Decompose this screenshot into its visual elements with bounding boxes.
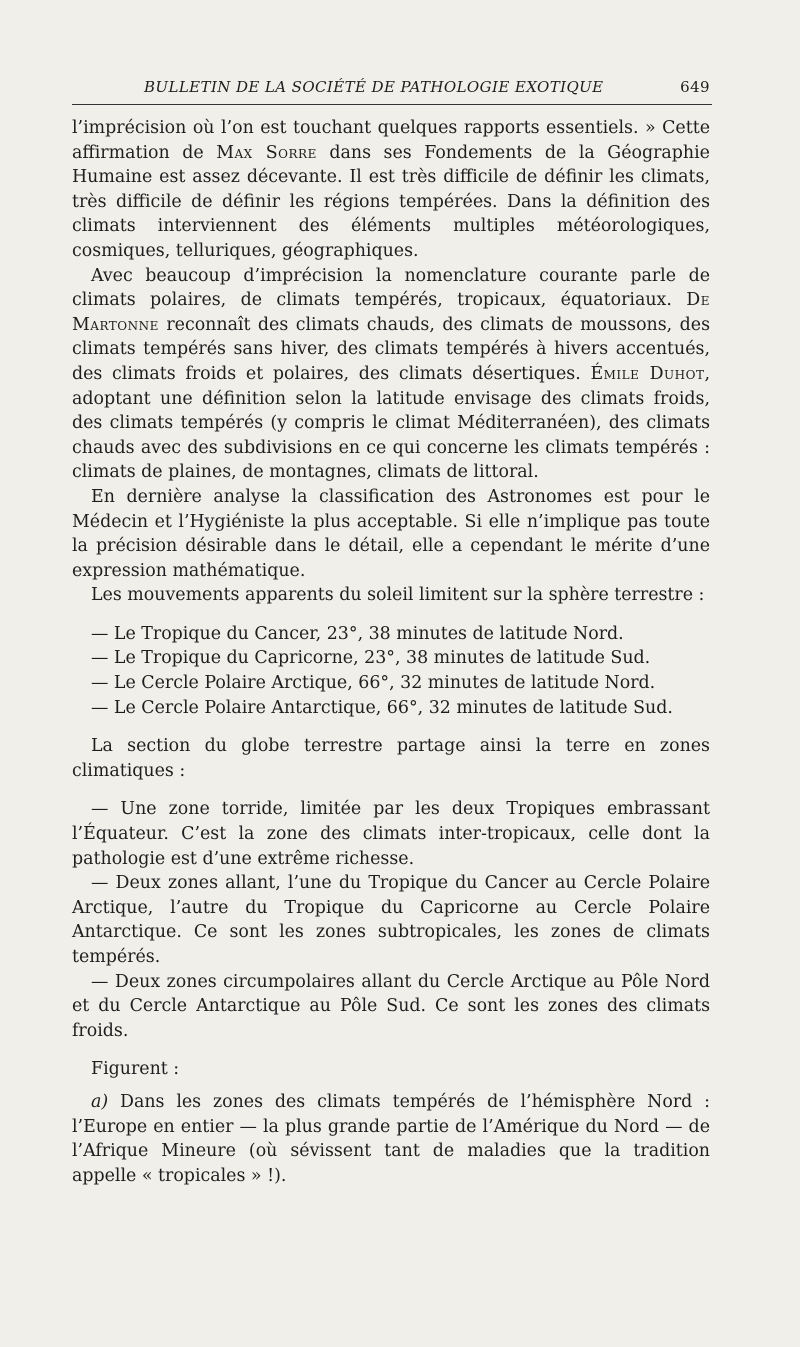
paragraph-5: La section du globe terrestre partage ainsi la terre en zones climatiques : — [72, 736, 710, 781]
paragraph-2: Avec beaucoup d’imprécision la nomenclature courante parle de climats polaires, de climats tempérés, tropicaux, équatoriaux. De Martonne reconnaît des climats chauds, des climats de moussons, des climats tempérés sans hiver, des climats tempérés à hivers accentués, des climats froids et polaires, des climats désertiques. Émile Duhot, adoptant une définition selon la latitude envisage des climats froids, des climats tempérés (y compris le climat Méditerranéen), des climats chauds avec des subdivisions en ce qui concerne les climats tempérés : climats de plaines, de montagnes, climats de littoral. — [72, 265, 711, 483]
paragraph-7: a) Dans les zones des climats tempérés de l’hémisphère Nord : l’Europe en entier — la plus grande partie de l’Amérique du Nord — de l’Afrique Mineure (où sévissent tant de maladies que la tradition appelle « tropicales » !). — [72, 1091, 710, 1186]
author-name: Max Sorre — [216, 142, 317, 163]
paragraph-3: En dernière analyse la classification des Astronomes est pour le Médecin et l’Hygiéniste la plus acceptable. Si elle n’implique pas toute la précision désirable dans le détail, elle a cependant le mérite d’une expression mathématique. — [72, 486, 710, 581]
paragraph-1: l’imprécision où l’on est touchant quelques rapports essentiels. » Cette affirmation de Max Sorre dans ses Fondements de la Géographie Humaine est assez décevante. Il est très difficile de définir les climats, très difficile de définir les régions tempérées. Dans la définition des climats interviennent des éléments multiples météorologiques, cosmiques, telluriques, géographiques. — [72, 118, 710, 261]
list-item: — Le Tropique du Capricorne, 23°, 38 minutes de latitude Sud. — [91, 648, 651, 669]
author-name: De Martonne — [72, 290, 710, 335]
page-number: 649 — [680, 78, 710, 96]
item-label: a) — [91, 1091, 109, 1112]
list-item: — Le Cercle Polaire Arctique, 66°, 32 minutes de latitude Nord. — [91, 673, 656, 694]
list-item: — Le Cercle Polaire Antarctique, 66°, 32 minutes de latitude Sud. — [91, 697, 673, 718]
zone-item: — Deux zones allant, l’une du Tropique du Cancer au Cercle Polaire Arctique, l’autre du Tropique du Capricorne au Cercle Polaire Antarctique. Ce sont les zones subtropicales, les zones de climats tempérés. — [72, 873, 710, 967]
zone-item: — Deux zones circumpolaires allant du Cercle Arctique au Pôle Nord et du Cercle Antarctique au Pôle Sud. Ce sont les zones des climats froids. — [72, 971, 710, 1041]
list-item: — Le Tropique du Cancer, 23°, 38 minutes de latitude Nord. — [91, 623, 624, 644]
article-body — [72, 116, 710, 1188]
running-title: BULLETIN DE LA SOCIÉTÉ DE PATHOLOGIE EXOTIQUE — [144, 78, 604, 96]
author-name: Émile Duhot — [590, 363, 705, 384]
running-header — [72, 78, 710, 96]
tropics-list — [91, 622, 710, 720]
header-rule — [72, 104, 712, 105]
paragraph-6: Figurent : — [91, 1059, 180, 1080]
page — [72, 0, 710, 1347]
paragraph-4: Les mouvements apparents du soleil limitent sur la sphère terrestre : — [91, 585, 705, 606]
zone-item: — Une zone torride, limitée par les deux Tropiques embrassant l’Équateur. C’est la zone des climats inter-tropicaux, celle dont la pathologie est d’une extrême richesse. — [72, 799, 710, 869]
